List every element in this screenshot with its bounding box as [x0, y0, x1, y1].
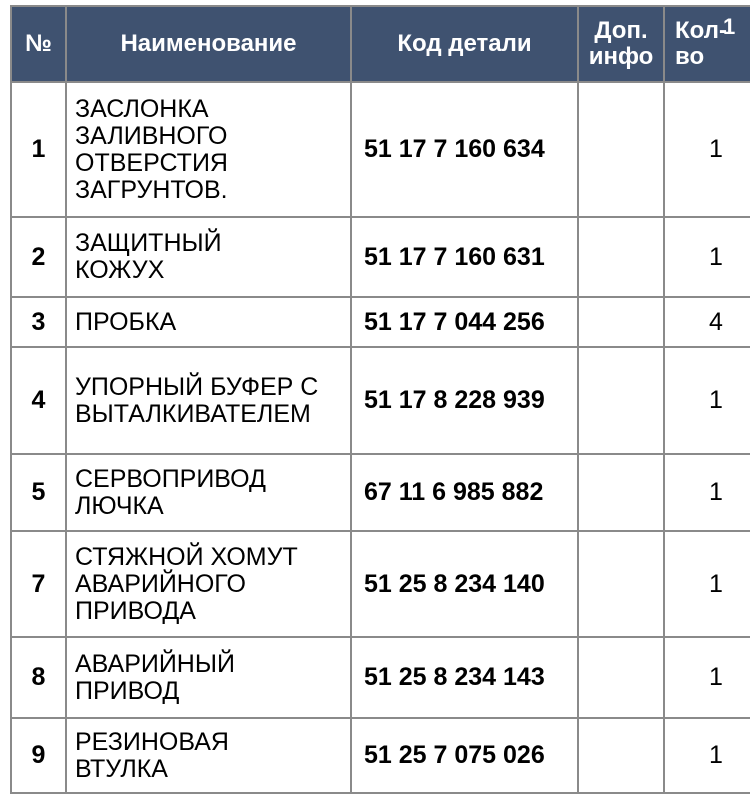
extra-info: [578, 637, 664, 718]
part-name-text: РЕЗИНОВАЯ ВТУЛКА: [75, 727, 229, 783]
extra-info: [578, 347, 664, 454]
table-row: [11, 637, 750, 718]
row-number: 2: [11, 217, 66, 297]
part-name-text: ПРОБКА: [75, 307, 177, 336]
part-name-text: УПОРНЫЙ БУФЕР С ВЫТАЛКИВАТЕЛЕМ: [75, 372, 319, 428]
part-name: [66, 347, 351, 454]
quantity: 1: [664, 531, 750, 637]
part-name: [66, 718, 351, 793]
part-name: [66, 637, 351, 718]
table-row: [11, 82, 750, 217]
quantity: 1: [664, 718, 750, 793]
row-number: 1: [11, 82, 66, 217]
part-code: 67 11 6 985 882: [351, 454, 578, 531]
part-name-text: СЕРВОПРИВОД ЛЮЧКА: [75, 464, 266, 520]
header-info-line2: инфо: [588, 43, 654, 70]
quantity: 1: [664, 82, 750, 217]
header-name: Наименование: [66, 6, 351, 82]
header-qty-line1: Кол-: [675, 17, 727, 44]
header-qty-line2: во: [675, 43, 705, 70]
row-number: 7: [11, 531, 66, 637]
part-name-text: ЗАЩИТНЫЙ КОЖУХ: [75, 229, 222, 284]
extra-info: [578, 454, 664, 531]
part-code: 51 25 8 234 140: [351, 531, 578, 637]
quantity: 1: [664, 454, 750, 531]
part-name-text: АВАРИЙНЫЙ ПРИВОД: [75, 649, 235, 705]
part-name-text: СТЯЖНОЙ ХОМУТ АВАРИЙНОГО ПРИВОДА: [75, 542, 298, 625]
header-info: [578, 6, 664, 82]
table-row: [11, 297, 750, 347]
part-name: [66, 454, 351, 531]
part-name-text: ЗАСЛОНКА ЗАЛИВНОГО ОТВЕРСТИЯ ЗАГРУНТОВ.: [75, 94, 228, 204]
header-code: Код детали: [351, 6, 578, 82]
row-number: 9: [11, 718, 66, 793]
part-code: 51 17 8 228 939: [351, 347, 578, 454]
extra-info: [578, 82, 664, 217]
header-qty: [664, 6, 750, 82]
extra-info: [578, 297, 664, 347]
row-number: 8: [11, 637, 66, 718]
part-name: [66, 217, 351, 297]
row-number: 3: [11, 297, 66, 347]
part-code: 51 25 7 075 026: [351, 718, 578, 793]
table-row: [11, 454, 750, 531]
part-code: 51 25 8 234 143: [351, 637, 578, 718]
table-row: [11, 718, 750, 793]
row-number: 4: [11, 347, 66, 454]
table-row: [11, 217, 750, 297]
part-name: [66, 297, 351, 347]
part-name: [66, 531, 351, 637]
header-num: №: [11, 6, 66, 82]
part-code: 51 17 7 160 634: [351, 82, 578, 217]
header-row: [11, 6, 750, 82]
table-row: [11, 347, 750, 454]
extra-info: [578, 217, 664, 297]
quantity: 1: [664, 637, 750, 718]
parts-table: [10, 5, 750, 794]
header-info-line1: Доп.: [594, 17, 648, 44]
header-qty-superscript: 1: [722, 14, 736, 39]
part-code: 51 17 7 160 631: [351, 217, 578, 297]
extra-info: [578, 718, 664, 793]
table-row: [11, 531, 750, 637]
quantity: 1: [664, 347, 750, 454]
part-name: [66, 82, 351, 217]
part-code: 51 17 7 044 256: [351, 297, 578, 347]
quantity: 1: [664, 217, 750, 297]
extra-info: [578, 531, 664, 637]
quantity: 4: [664, 297, 750, 347]
row-number: 5: [11, 454, 66, 531]
